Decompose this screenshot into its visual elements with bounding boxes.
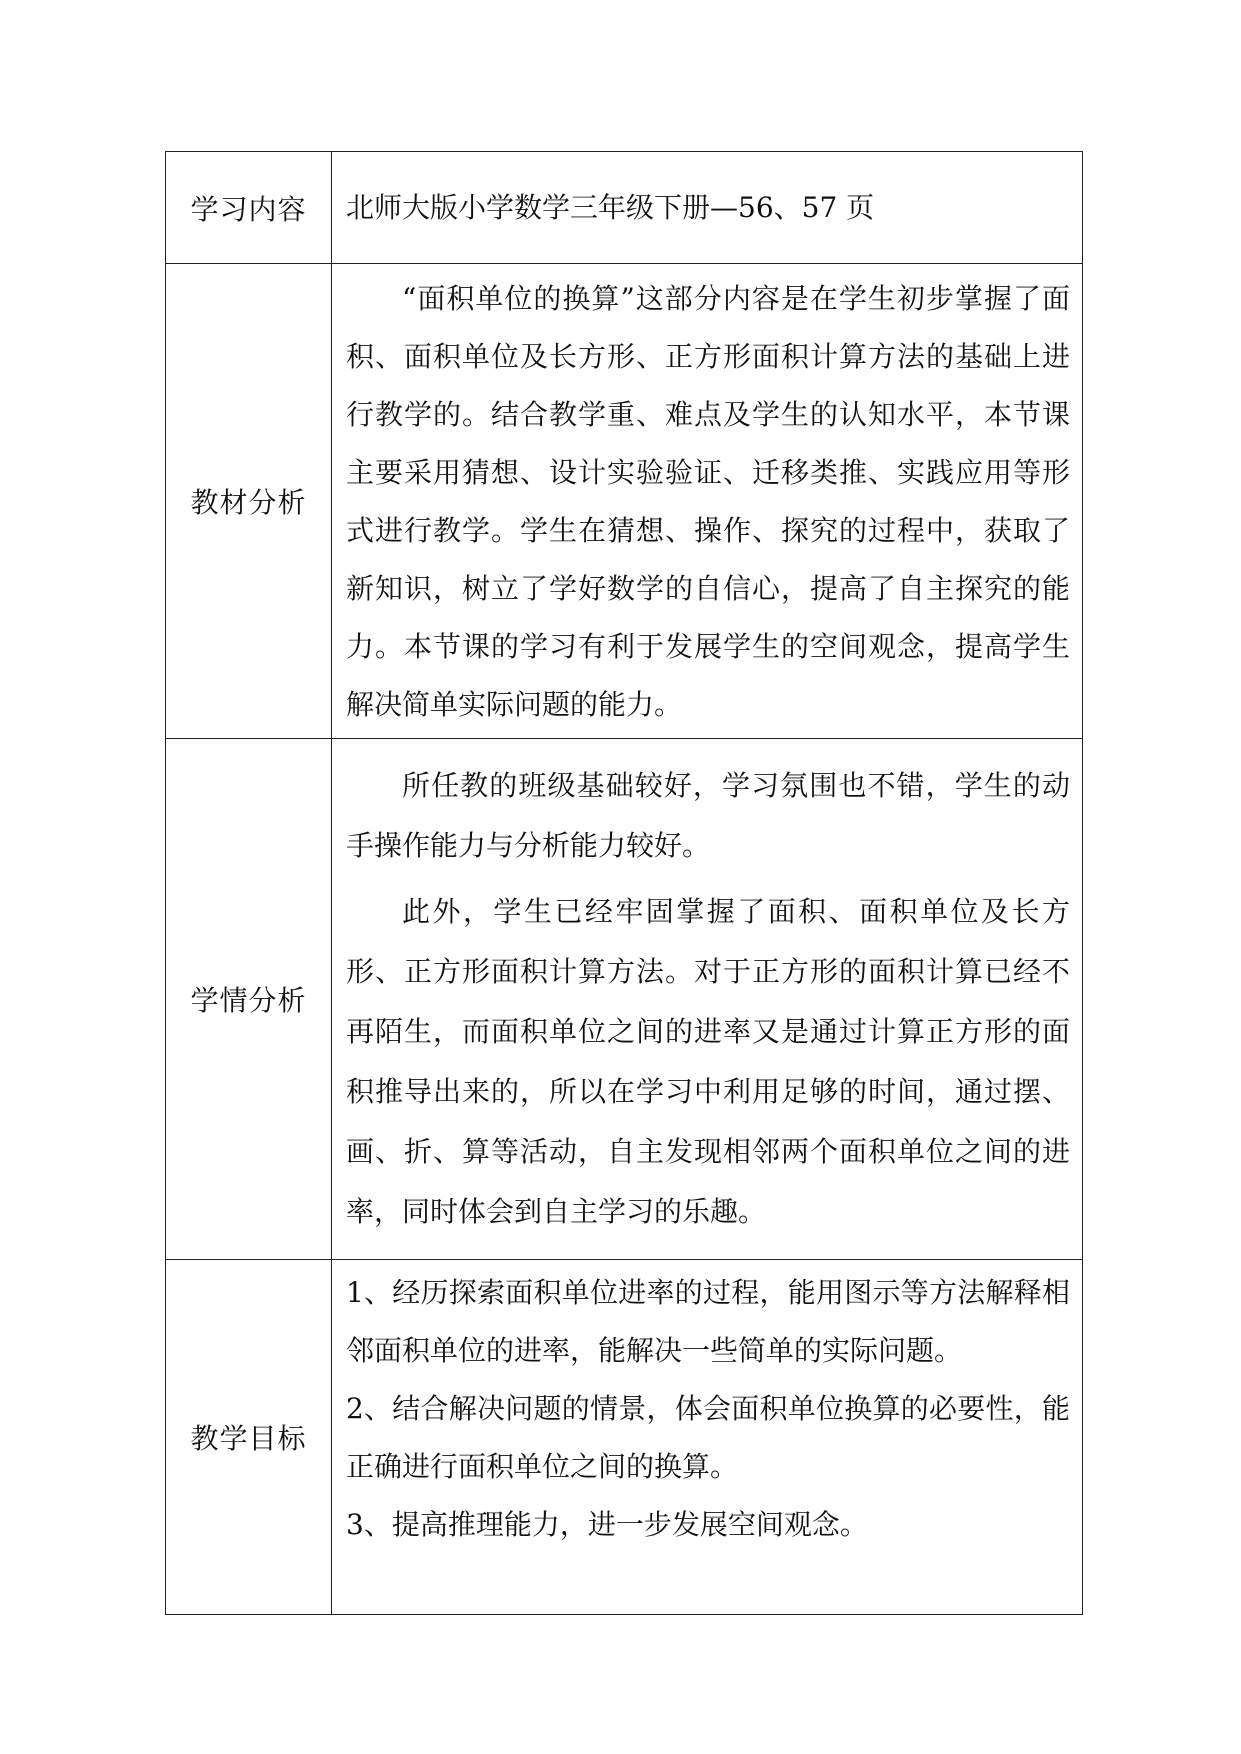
paragraph: 所任教的班级基础较好，学习氛围也不错，学生的动手操作能力与分析能力较好。 (346, 769, 1070, 862)
row-label: 教材分析 (166, 264, 332, 739)
row-content (332, 264, 1083, 739)
paragraph: 此外，学生已经牢固掌握了面积、面积单位及长方形、正方形面积计算方法。对于正方形的面积计算已经不再陌生，而面积单位之间的进率又是通过计算正方形的面积推导出来的，所以在学习中利用足够的时间，通过摆、画、折、算等活动，自主发现相邻两个面积单位之间的进率，同时体会到自主学习的乐趣。 (346, 895, 1070, 1228)
row-content: 北师大版小学数学三年级下册—56、57 页 (332, 152, 1083, 264)
row-content (332, 1260, 1083, 1615)
list-item: 1、经历探索面积单位进率的过程，能用图示等方法解释相邻面积单位的进率，能解决一些简单的实际问题。 (346, 1276, 1070, 1367)
paragraph: “面积单位的换算”这部分内容是在学生初步掌握了面积、面积单位及长方形、正方形面积计算方法的基础上进行教学的。结合教学重、难点及学生的认知水平，本节课主要采用猜想、设计实验验证、迁移类推、实践应用等形式进行教学。学生在猜想、操作、探究的过程中，获取了新知识，树立了学好数学的自信心，提高了自主探究的能力。本节课的学习有利于发展学生的空间观念，提高学生解决简单实际问题的能力。 (346, 282, 1070, 721)
row-content (332, 739, 1083, 1260)
table-row-learning-content (166, 152, 1083, 264)
row-label: 教学目标 (166, 1260, 332, 1615)
row-label: 学习内容 (166, 152, 332, 264)
lesson-plan-table (165, 151, 1083, 1615)
list-item: 2、结合解决问题的情景，体会面积单位换算的必要性，能正确进行面积单位之间的换算。 (346, 1392, 1070, 1483)
table-row-teaching-goals (166, 1260, 1083, 1615)
table-row-student-analysis (166, 739, 1083, 1260)
row-label: 学情分析 (166, 739, 332, 1260)
list-item: 3、提高推理能力，进一步发展空间观念。 (346, 1508, 868, 1541)
table-row-textbook-analysis (166, 264, 1083, 739)
